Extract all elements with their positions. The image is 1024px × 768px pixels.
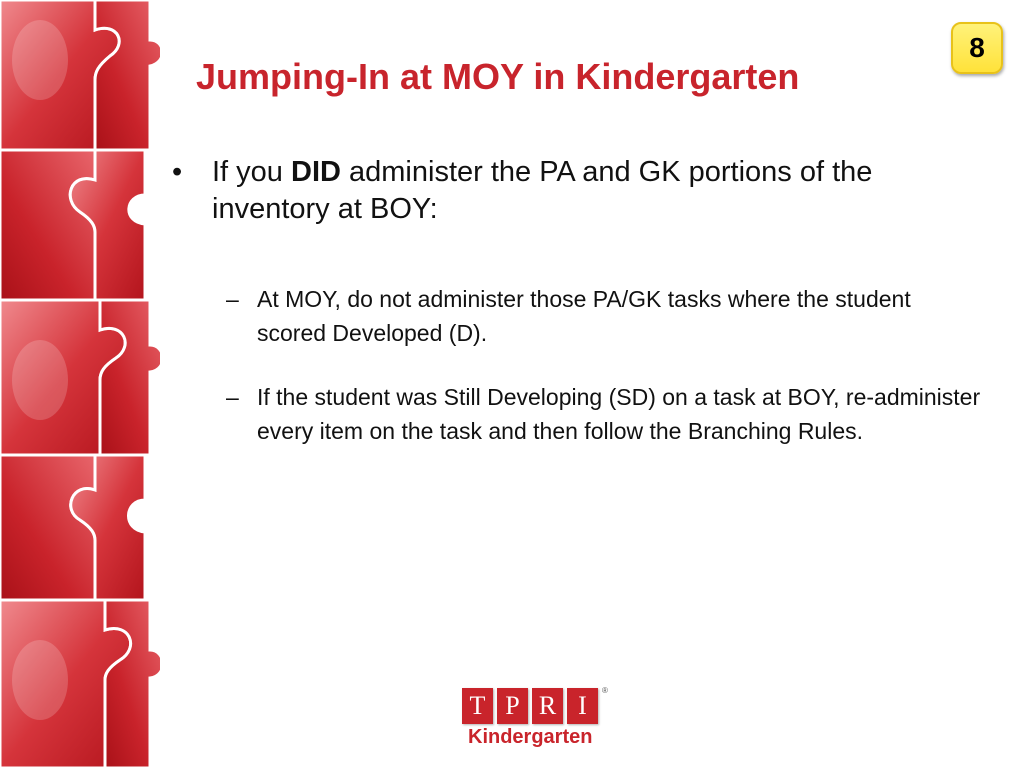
sub-bullet-text: At MOY, do not administer those PA/GK tasks where the student scored Developed (D). bbox=[257, 286, 911, 346]
logo-letter-p: P bbox=[497, 688, 528, 724]
slide-title: Jumping-In at MOY in Kindergarten bbox=[196, 56, 800, 97]
main-bullet-emphasis: DID bbox=[291, 156, 341, 188]
registered-mark: ® bbox=[602, 686, 608, 695]
slide-number-badge: 8 bbox=[951, 22, 1003, 74]
sub-bullet-item bbox=[226, 282, 986, 350]
tpri-logo bbox=[462, 688, 622, 760]
logo-letters bbox=[462, 688, 622, 724]
logo-subtitle: Kindergarten bbox=[468, 726, 593, 748]
main-bullet bbox=[172, 154, 972, 228]
sub-bullet-marker: – bbox=[226, 286, 239, 312]
logo-letter-r: R bbox=[532, 688, 563, 724]
bullet-marker: • bbox=[172, 156, 183, 188]
puzzle-pieces-decoration bbox=[0, 0, 160, 768]
logo-letter-i: I bbox=[567, 688, 598, 724]
sub-bullet-list bbox=[226, 282, 986, 478]
main-bullet-suffix: administer the PA and GK portions of the inventory at BOY: bbox=[212, 156, 873, 225]
sub-bullet-text: If the student was Still Developing (SD) on a task at BOY, re-administer every item on the task and then follow the Branching Rules. bbox=[257, 384, 981, 444]
main-bullet-prefix: If you bbox=[212, 156, 291, 188]
sub-bullet-item bbox=[226, 380, 986, 448]
logo-letter-t: T bbox=[462, 688, 493, 724]
sub-bullet-marker: – bbox=[226, 384, 239, 410]
main-bullet-text bbox=[212, 154, 972, 228]
